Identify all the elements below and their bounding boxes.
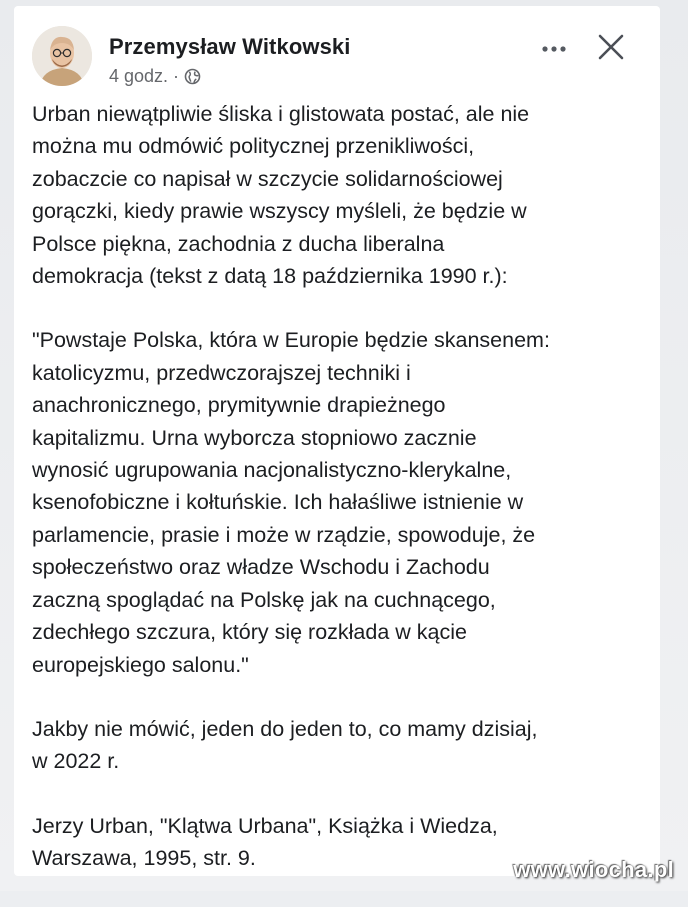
post-meta: [109, 66, 201, 87]
meta-separator: ·: [173, 66, 180, 86]
close-icon: [594, 30, 628, 64]
more-options-button[interactable]: [536, 34, 572, 64]
post-paragraph-intro: Urban niewątpliwie śliska i glistowata postać, ale nie można mu odmówić politycznej przenikliwości, zobaczcie co napisał w szczycie solidarnościowej gorączki, kiedy prawie wszyscy myśleli, że będzie w Polsce piękna, zachodnia z ducha liberalna demokracja (tekst z datą 18 października 1990 r.):: [32, 102, 530, 289]
close-button[interactable]: [594, 30, 628, 64]
post-card: [14, 6, 660, 876]
post-paragraph-comment: Jakby nie mówić, jeden do jeden to, co mamy dzisiaj, w 2022 r.: [32, 716, 538, 774]
globe-icon: [184, 68, 201, 85]
post-paragraph-source: Jerzy Urban, "Klątwa Urbana", Książka i Wiedza, Warszawa, 1995, str. 9.: [32, 813, 498, 871]
more-options-icon: [536, 34, 572, 64]
post-header: [32, 16, 642, 92]
avatar-image: [32, 26, 92, 86]
post-text: [32, 98, 652, 907]
author-name[interactable]: Przemysław Witkowski: [109, 34, 351, 59]
watermark: www.wiocha.pl: [513, 857, 674, 882]
post-time[interactable]: 4 godz.: [109, 66, 169, 86]
post-paragraph-quote: "Powstaje Polska, która w Europie będzie skansenem: katolicyzmu, przedwczorajszej techniki i anachronicznego, prymitywnie drapieżnego kapitalizmu. Urna wyborcza stopniowo zacznie wynosić ugrupowania nacjonalistyczno-klerykalne, ksenofobiczne i kołtuńskie. Ich hałaśliwe istnienie w parlamencie, prasie i może w rządzie, spowoduje, że społeczeństwo oraz władze Wschodu i Zachodu zaczną spoglądać na Polskę jak na cuchnącego, zdechłego szczura, który się rozkłada w kącie europejskiego salonu.": [32, 328, 550, 677]
avatar[interactable]: [32, 26, 92, 86]
